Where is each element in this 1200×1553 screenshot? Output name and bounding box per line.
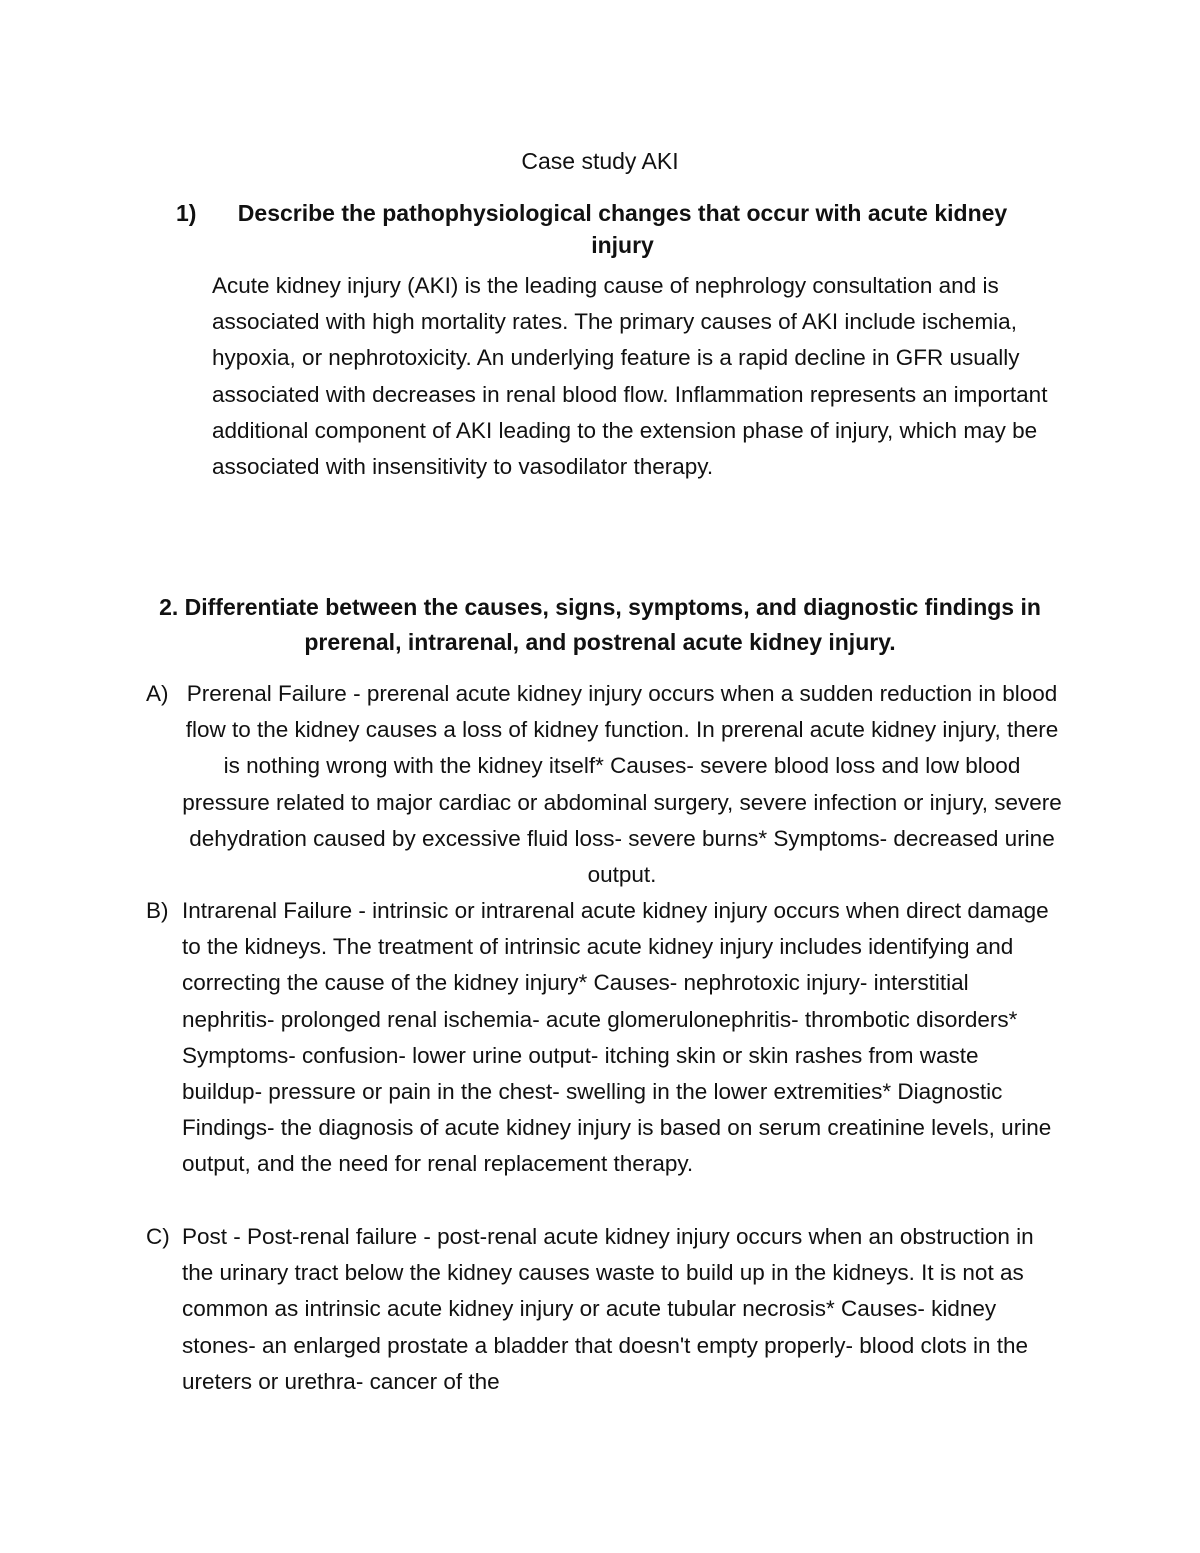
document-title: Case study AKI — [521, 148, 679, 174]
question-1-heading: Describe the pathophysiological changes that occur with acute kidney injury — [237, 200, 1008, 258]
item-a-marker: A) — [146, 681, 169, 706]
question-1-number: 1) — [176, 200, 197, 226]
item-c-text: Post - Post-renal failure - post-renal acute kidney injury occurs when an obstruction in the urinary tract below the kidney causes waste to build up in the kidneys. It is not as common as intrinsic acute kidney injury or acute tubular necrosis* Causes- kidney stones- an enlarged prostate a bladder that doesn't empty properly- blood clots in the ureters or urethra- cancer of the — [182, 1224, 1034, 1394]
item-b-marker: B) — [146, 898, 169, 923]
question-1-answer: Acute kidney injury (AKI) is the leading cause of nephrology consultation and is associated with high mortality rates. The primary causes of AKI include ischemia, hypoxia, or nephrotoxicity. An underlying feature is a rapid decline in GFR usually associated with decreases in renal blood flow. Inflammation represents an important additional component of AKI leading to the extension phase of injury, which may be associated with insensitivity to vasodilator therapy. — [212, 273, 1048, 480]
item-b-text: Intrarenal Failure - intrinsic or intrarenal acute kidney injury occurs when direct damage to the kidneys. The treatment of intrinsic acute kidney injury includes identifying and correcting the cause of the kidney injury* Causes- nephrotoxic injury- interstitial nephritis- prolonged renal ischemia- acute glomerulonephritis- thrombotic disorders* Symptoms- confusion- lower urine output- itching skin or skin rashes from waste buildup- pressure or pain in the chest- swelling in the lower extremities* Diagnostic Findings- the diagnosis of acute kidney injury is based on serum creatinine levels, urine output, and the need for renal replacement therapy. — [182, 898, 1052, 1177]
question-2-heading: 2. Differentiate between the causes, signs, symptoms, and diagnostic findings in prerenal, intrarenal, and postrenal acute kidney injury. — [159, 594, 1041, 655]
item-a-text: Prerenal Failure - prerenal acute kidney injury occurs when a sudden reduction in blood flow to the kidney causes a loss of kidney function. In prerenal acute kidney injury, there is nothing wrong with the kidney itself* Causes- severe blood loss and low blood pressure related to major cardiac or abdominal surgery, severe infection or injury, severe dehydration caused by excessive fluid loss- severe burns* Symptoms- decreased urine output. — [182, 681, 1062, 888]
item-c-marker: C) — [146, 1224, 170, 1249]
